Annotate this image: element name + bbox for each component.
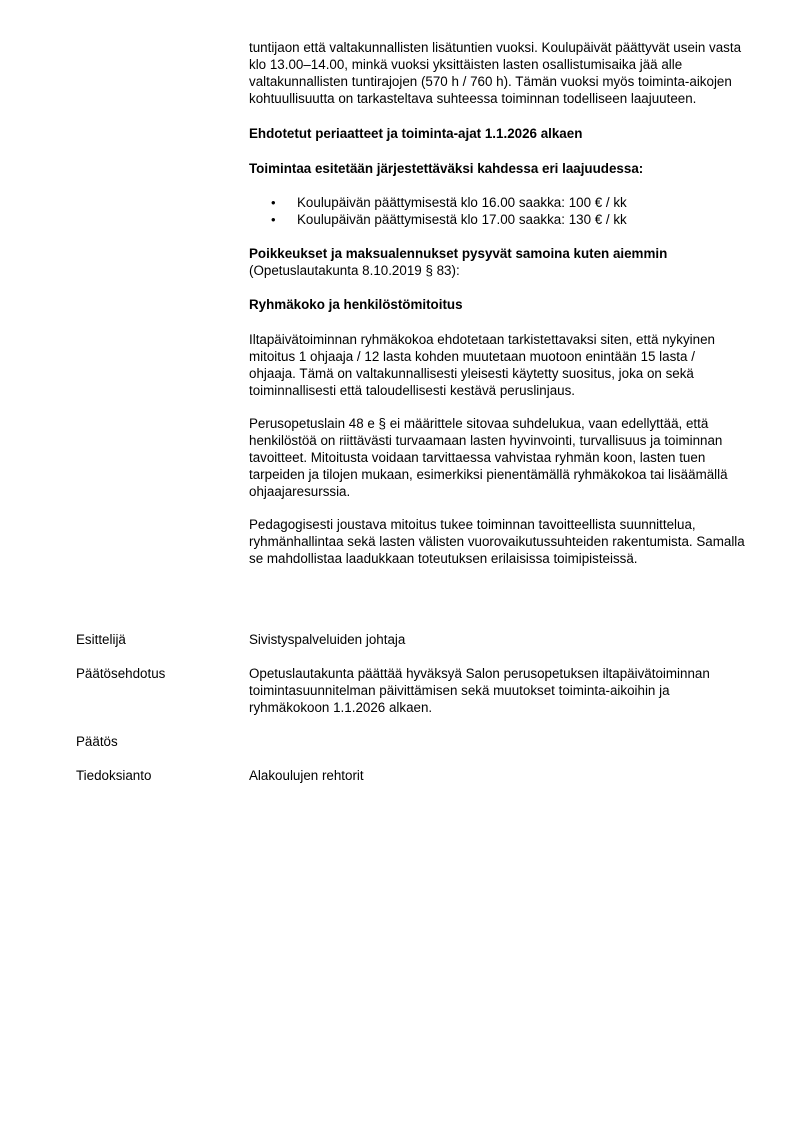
group-size-paragraph-2: Perusopetuslain 48 e § ei määrittele sitovaa suhdelukua, vaan edellyttää, että henkilöstöä on riittävästi turvaamaan lasten hyvinvointi, turvallisuus ja toiminnan tavoitteet. Mitoitusta voidaan tarvittaessa vahvistaa ryhmän koon, lasten tuen tarpeiden ja tilojen mukaan, esimerkiksi pienentämällä ryhmäkokoa tai lisäämällä ohjaajaresurssia. [249,416,728,499]
decision-label: Päätös [76,734,118,749]
bullet-icon: • [271,195,276,210]
price-list [249,194,745,228]
notice-label: Tiedoksianto [76,768,152,783]
decision-proposal-value: Opetuslautakunta päättää hyväksyä Salon perusopetuksen iltapäivätoiminnan toimintasuunnitelman päivittämisen sekä muutokset toiminta-aikoihin ja ryhmäkokoon 1.1.2026 alkaen. [249,666,710,715]
list-item-text: Koulupäivän päättymisestä klo 17.00 saakka: 130 € / kk [297,212,627,227]
decision-proposal-label: Päätösehdotus [76,666,166,681]
presenter-label: Esittelijä [76,632,126,647]
proposal-subheading: Toimintaa esitetään järjestettäväksi kahdessa eri laajuudessa: [249,161,644,176]
document-body [249,39,745,567]
notice-value: Alakoulujen rehtorit [249,768,364,783]
exceptions-reference: (Opetuslautakunta 8.10.2019 § 83): [249,263,460,278]
group-size-paragraph-1: Iltapäivätoiminnan ryhmäkokoa ehdotetaan tarkistettavaksi siten, että nykyinen mitoitus 1 ohjaaja / 12 lasta kohden muutetaan muotoon enintään 15 lasta / ohjaaja. Tämä on valtakunnallisesti yleisesti käytetty suositus, joka on sekä toiminnallisesti että taloudellisesti kestävä peruslinjaus. [249,332,715,398]
exceptions-bold: Poikkeukset ja maksualennukset pysyvät samoina kuten aiemmin [249,246,668,261]
group-size-paragraph-3: Pedagogisesti joustava mitoitus tukee toiminnan tavoitteellista suunnittelua, ryhmänhallintaa sekä lasten välisten vuorovaikutussuhteiden rakentumista. Samalla se mahdollistaa laadukkaan toteutuksen erilaisissa toimipisteissä. [249,517,745,566]
intro-paragraph: tuntijaon että valtakunnallisten lisätuntien vuoksi. Koulupäivät päättyvät usein vasta klo 13.00–14.00, minkä vuoksi yksittäisten lasten osallistumisaika jää alle valtakunnallisten tuntirajojen (570 h / 760 h). Tämän vuoksi myös toiminta-aikojen kohtuullisuutta on tarkasteltava suhteessa toiminnan todelliseen laajuuteen. [249,40,742,106]
list-item-text: Koulupäivän päättymisestä klo 16.00 saakka: 100 € / kk [297,195,627,210]
list-item [249,194,745,211]
bullet-icon: • [271,212,276,227]
exceptions-paragraph [249,245,745,279]
presenter-value: Sivistyspalveluiden johtaja [249,632,406,647]
proposal-heading: Ehdotetut periaatteet ja toiminta-ajat 1.1.2026 alkaen [249,126,583,141]
list-item [249,211,745,228]
group-size-heading: Ryhmäkoko ja henkilöstömitoitus [249,297,463,312]
